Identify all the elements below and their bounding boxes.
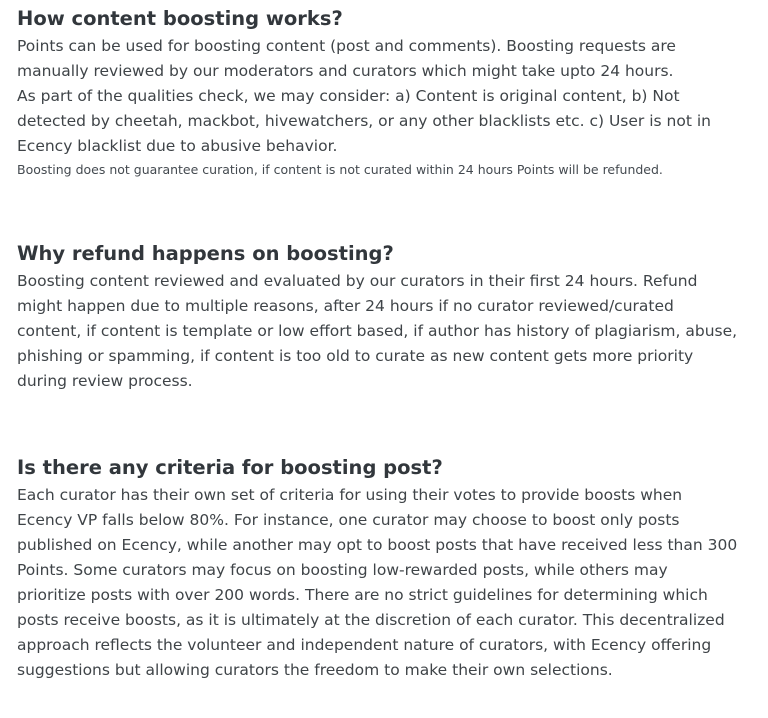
faq-line: approach reflects the volunteer and independent nature of curators, with Ecency offering (17, 636, 712, 654)
faq-line: during review process. (17, 372, 193, 390)
faq-body (17, 483, 747, 683)
faq-line: Boosting content reviewed and evaluated by our curators in their first 24 hours. Refund (17, 272, 698, 290)
faq-line: prioritize posts with over 200 words. There are no strict guidelines for determining which (17, 586, 708, 604)
faq-line: might happen due to multiple reasons, after 24 hours if no curator reviewed/curated (17, 297, 674, 315)
faq-line: Points. Some curators may focus on boosting low-rewarded posts, while others may (17, 561, 668, 579)
faq-line: As part of the qualities check, we may consider: a) Content is original content, b) Not (17, 87, 680, 105)
faq-line: suggestions but allowing curators the freedom to make their own selections. (17, 661, 613, 679)
faq-line: detected by cheetah, mackbot, hivewatchers, or any other blacklists etc. c) User is not in (17, 112, 711, 130)
faq-title: Why refund happens on boosting? (17, 242, 394, 265)
faq-note: Boosting does not guarantee curation, if content is not curated within 24 hours Points will be refunded. (17, 162, 663, 177)
faq-line: content, if content is template or low effort based, if author has history of plagiarism, abuse, (17, 322, 738, 340)
faq-section-refund (17, 241, 747, 394)
faq-line: Ecency VP falls below 80%. For instance, one curator may choose to boost only posts (17, 511, 680, 529)
faq-line: manually reviewed by our moderators and curators which might take upto 24 hours. (17, 62, 674, 80)
faq-title: How content boosting works? (17, 7, 343, 30)
faq-line: published on Ecency, while another may opt to boost posts that have received less than 300 (17, 536, 738, 554)
faq-title: Is there any criteria for boosting post? (17, 456, 443, 479)
faq-section-content-boosting (17, 6, 747, 179)
faq-line: Ecency blacklist due to abusive behavior. (17, 137, 338, 155)
faq-line: Each curator has their own set of criteria for using their votes to provide boosts when (17, 486, 683, 504)
faq-section-criteria (17, 455, 747, 683)
faq-line: Points can be used for boosting content (post and comments). Boosting requests are (17, 37, 676, 55)
faq-body (17, 34, 747, 179)
faq-line: phishing or spamming, if content is too old to curate as new content gets more priority (17, 347, 694, 365)
faq-line: posts receive boosts, as it is ultimately at the discretion of each curator. This decentralized (17, 611, 725, 629)
faq-body (17, 269, 747, 394)
